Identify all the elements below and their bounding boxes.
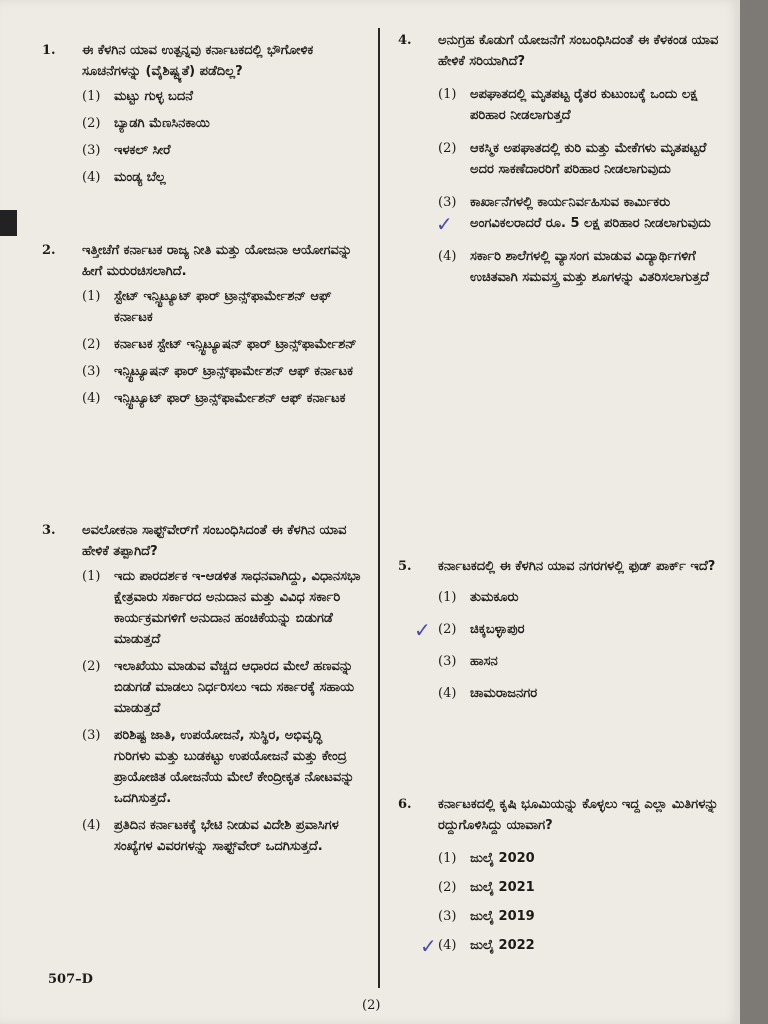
question-1 — [42, 40, 362, 194]
option-number: (4) — [438, 686, 457, 701]
option-text: ಹಾಸನ — [470, 654, 498, 669]
option-4 — [438, 935, 728, 956]
option-text: ಕಾರ್ಖಾನೆಗಳಲ್ಲಿ ಕಾರ್ಯನಿರ್ವಹಿಸುವ ಕಾರ್ಮಿಕರು ಅಂಗವಿಕಲರಾದರೆ ರೂ. 5 ಲಕ್ಷ ಪರಿಹಾರ ನೀಡಲಾಗುವುದು — [470, 195, 711, 231]
question-4 — [398, 30, 728, 294]
option-3 — [82, 140, 362, 161]
option-number: (2) — [438, 141, 457, 156]
option-1 — [82, 86, 362, 107]
options-list — [438, 848, 728, 956]
question-number: 1. — [42, 43, 56, 58]
option-text: ಪ್ರತಿದಿನ ಕರ್ನಾಟಕಕ್ಕೆ ಭೇಟಿ ನೀಡುವ ವಿದೇಶಿ ಪ್ರವಾಸಿಗಳ ಸಂಖ್ಯೆಗಳ ವಿವರಗಳನ್ನು ಸಾಫ್ಟ್‌ವೇರ್ ಒದಗಿಸುತ್ತದೆ. — [114, 818, 339, 854]
question-text: ಕರ್ನಾಟಕದಲ್ಲಿ ಕೃಷಿ ಭೂಮಿಯನ್ನು ಕೊಳ್ಳಲು ಇದ್ದ ಎಲ್ಲಾ ಮಿತಿಗಳನ್ನು ರದ್ದುಗೊಳಿಸಿದ್ದು ಯಾವಾಗ? — [438, 797, 719, 833]
option-number: (2) — [82, 116, 101, 131]
option-3 — [438, 192, 728, 234]
option-2 — [82, 334, 362, 355]
question-number: 4. — [398, 33, 412, 48]
option-text: ಸರ್ಕಾರಿ ಶಾಲೆಗಳಲ್ಲಿ ವ್ಯಾಸಂಗ ಮಾಡುವ ವಿದ್ಯಾರ್ಥಿಗಳಿಗೆ ಉಚಿತವಾಗಿ ಸಮವಸ್ತ್ರ ಮತ್ತು ಶೂಗಳನ್ನು ವಿತರಿಸಲಾಗುತ್ತದೆ — [470, 249, 710, 285]
check-mark-icon: ✓ — [414, 618, 431, 642]
option-text: ಮಂಡ್ಯ ಬೆಲ್ಲ — [114, 170, 166, 185]
option-1 — [438, 84, 728, 126]
question-number: 2. — [42, 243, 56, 258]
option-text: ಬ್ಯಾಡಗಿ ಮೆಣಸಿನಕಾಯಿ — [114, 116, 210, 131]
booklet-code: 507–D — [48, 972, 93, 987]
option-text: ಇದು ಪಾರದರ್ಶಕ ಇ-ಆಡಳಿತ ಸಾಧನವಾಗಿದ್ದು, ವಿಧಾನಸಭಾ ಕ್ಷೇತ್ರವಾರು ಸರ್ಕಾರದ ಅನುದಾನ ಮತ್ತು ವಿವಿಧ ಸರ್ಕಾರಿ ಕಾರ್ಯಕ್ರಮಗಳಿಗೆ ಅನುದಾನ ಹಂಚಿಕೆಯನ್ನು ಬಿಡುಗಡೆ ಮಾಡುತ್ತದೆ — [114, 569, 361, 647]
options-list — [438, 587, 728, 704]
option-text: ಜುಲೈ 2022 — [470, 938, 535, 953]
option-number: (1) — [82, 89, 101, 104]
option-number: (1) — [82, 289, 101, 304]
question-number: 5. — [398, 559, 412, 574]
question-6 — [398, 794, 728, 962]
options-list — [82, 286, 362, 409]
option-number: (1) — [438, 851, 457, 866]
question-text: ಅವಲೋಕನಾ ಸಾಫ್ಟ್‌ವೇರ್‌ಗೆ ಸಂಬಂಧಿಸಿದಂತೆ ಈ ಕೆಳಗಿನ ಯಾವ ಹೇಳಿಕೆ ತಪ್ಪಾಗಿದೆ? — [82, 523, 347, 559]
option-text: ಆಕಸ್ಮಿಕ ಅಪಘಾತದಲ್ಲಿ ಕುರಿ ಮತ್ತು ಮೇಕೆಗಳು ಮೃತಪಟ್ಟರೆ ಅದರ ಸಾಕಣೆದಾರರಿಗೆ ಪರಿಹಾರ ನೀಡಲಾಗುವುದು — [470, 141, 707, 177]
option-number: (2) — [438, 622, 457, 637]
option-text: ಇನ್ಸ್ಟಿಟ್ಯೂಷನ್ ಫಾರ್ ಟ್ರಾನ್ಸ್‌ಫಾರ್ಮೇಶನ್ ಆಫ್ ಕರ್ನಾಟಕ — [114, 364, 353, 379]
check-mark-icon: ✓ — [436, 212, 453, 236]
option-2 — [438, 138, 728, 180]
option-text: ಕರ್ನಾಟಕ ಸ್ಟೇಟ್ ಇನ್ಸ್ಟಿಟ್ಯೂಷನ್ ಫಾರ್ ಟ್ರಾನ್ಸ್‌ಫಾರ್ಮೇಶನ್ — [114, 337, 357, 352]
option-number: (2) — [82, 659, 101, 674]
option-2 — [438, 619, 728, 640]
page-number: (2) — [362, 998, 381, 1013]
option-3 — [82, 725, 362, 809]
option-number: (3) — [438, 195, 457, 210]
option-text: ಇನ್ಸ್ಟಿಟ್ಯೂಟ್ ಫಾರ್ ಟ್ರಾನ್ಸ್‌ಫಾರ್ಮೇಶನ್ ಆಫ್ ಕರ್ನಾಟಕ — [114, 391, 346, 406]
question-3 — [42, 520, 362, 863]
option-1 — [82, 566, 362, 650]
option-2 — [82, 656, 362, 719]
option-number: (3) — [82, 728, 101, 743]
option-4 — [82, 388, 362, 409]
option-number: (1) — [82, 569, 101, 584]
question-text: ಅನುಗ್ರಹ ಕೊಡುಗೆ ಯೋಜನೆಗೆ ಸಂಬಂಧಿಸಿದಂತೆ ಈ ಕೆಳಕಂಡ ಯಾವ ಹೇಳಿಕೆ ಸರಿಯಾಗಿದೆ? — [438, 33, 719, 69]
option-number: (1) — [438, 87, 457, 102]
question-text: ಇತ್ತೀಚೆಗೆ ಕರ್ನಾಟಕ ರಾಜ್ಯ ನೀತಿ ಮತ್ತು ಯೋಜನಾ ಆಯೋಗವನ್ನು ಹೀಗೆ ಮರುರಚಿಸಲಾಗಿದೆ. — [82, 243, 352, 279]
question-5 — [398, 556, 728, 710]
option-2 — [438, 877, 728, 898]
column-divider — [378, 28, 380, 988]
option-number: (2) — [438, 880, 457, 895]
question-text: ಕರ್ನಾಟಕದಲ್ಲಿ ಈ ಕೆಳಗಿನ ಯಾವ ನಗರಗಳಲ್ಲಿ ಫುಡ್ ಪಾರ್ಕ್ ಇದೆ? — [438, 559, 716, 574]
option-number: (4) — [82, 818, 101, 833]
option-4 — [438, 246, 728, 288]
option-number: (3) — [82, 143, 101, 158]
option-number: (4) — [82, 170, 101, 185]
option-number: (3) — [438, 909, 457, 924]
option-text: ಅಪಘಾತದಲ್ಲಿ ಮೃತಪಟ್ಟ ರೈತರ ಕುಟುಂಬಕ್ಕೆ ಒಂದು ಲಕ್ಷ ಪರಿಹಾರ ನೀಡಲಾಗುತ್ತದೆ — [470, 87, 698, 123]
option-text: ಜುಲೈ 2021 — [470, 880, 535, 895]
option-4 — [82, 167, 362, 188]
options-list — [438, 84, 728, 288]
option-number: (3) — [438, 654, 457, 669]
option-number: (4) — [82, 391, 101, 406]
option-text: ಜುಲೈ 2020 — [470, 851, 535, 866]
option-number: (3) — [82, 364, 101, 379]
option-4 — [438, 683, 728, 704]
option-text: ಚಿಕ್ಕಬಳ್ಳಾಪುರ — [470, 622, 525, 637]
option-number: (4) — [438, 249, 457, 264]
options-list — [82, 86, 362, 188]
option-number: (2) — [82, 337, 101, 352]
option-text: ತುಮಕೂರು — [470, 590, 519, 605]
question-text: ಈ ಕೆಳಗಿನ ಯಾವ ಉತ್ಪನ್ನವು ಕರ್ನಾಟಕದಲ್ಲಿ ಭೌಗೋಳಿಕ ಸೂಚನೆಗಳನ್ನು (ವೈಶಿಷ್ಟ್ಯತೆ) ಪಡೆದಿಲ್ಲ? — [82, 43, 314, 79]
option-text: ಸ್ಟೇಟ್ ಇನ್ಸ್ಟಿಟ್ಯೂಟ್ ಫಾರ್ ಟ್ರಾನ್ಸ್‌ಫಾರ್ಮೇಶನ್ ಆಫ್ ಕರ್ನಾಟಕ — [114, 289, 332, 325]
option-number: (4) — [438, 938, 457, 953]
option-2 — [82, 113, 362, 134]
option-text: ಚಾಮರಾಜನಗರ — [470, 686, 538, 701]
option-4 — [82, 815, 362, 857]
option-text: ಇಳಕಲ್ ಸೀರೆ — [114, 143, 171, 158]
option-text: ಪರಿಶಿಷ್ಟ ಜಾತಿ, ಉಪಯೋಜನೆ, ಸುಸ್ಥಿರ, ಅಭಿವೃದ್ಧಿ ಗುರಿಗಳು ಮತ್ತು ಬುಡಕಟ್ಟು ಉಪಯೋಜನೆ ಮತ್ತು ಕೇಂದ್ರ ಪ್ರಾಯೋಜಿತ ಯೋಜನೆಯ ಮೇಲೆ ಕೇಂದ್ರೀಕೃತ ನೋಟವನ್ನು ಒದಗಿಸುತ್ತದೆ. — [114, 728, 355, 806]
option-3 — [438, 906, 728, 927]
question-2 — [42, 240, 362, 415]
option-3 — [438, 651, 728, 672]
option-1 — [438, 587, 728, 608]
question-number: 6. — [398, 797, 412, 812]
option-number: (1) — [438, 590, 457, 605]
options-list — [82, 566, 362, 857]
option-1 — [82, 286, 362, 328]
option-text: ಮಟ್ಟು ಗುಳ್ಳ ಬದನೆ — [114, 89, 193, 104]
option-text: ಇಲಾಖೆಯು ಮಾಡುವ ವೆಚ್ಚದ ಆಧಾರದ ಮೇಲೆ ಹಣವನ್ನು ಬಿಡುಗಡೆ ಮಾಡಲು ನಿರ್ಧರಿಸಲು ಇದು ಸರ್ಕಾರಕ್ಕೆ ಸಹಾಯ ಮಾಡುತ್ತದೆ — [114, 659, 355, 716]
option-1 — [438, 848, 728, 869]
option-text: ಜುಲೈ 2019 — [470, 909, 535, 924]
check-mark-icon: ✓ — [420, 934, 437, 958]
question-number: 3. — [42, 523, 56, 538]
option-3 — [82, 361, 362, 382]
page-edge-tab — [0, 210, 17, 236]
